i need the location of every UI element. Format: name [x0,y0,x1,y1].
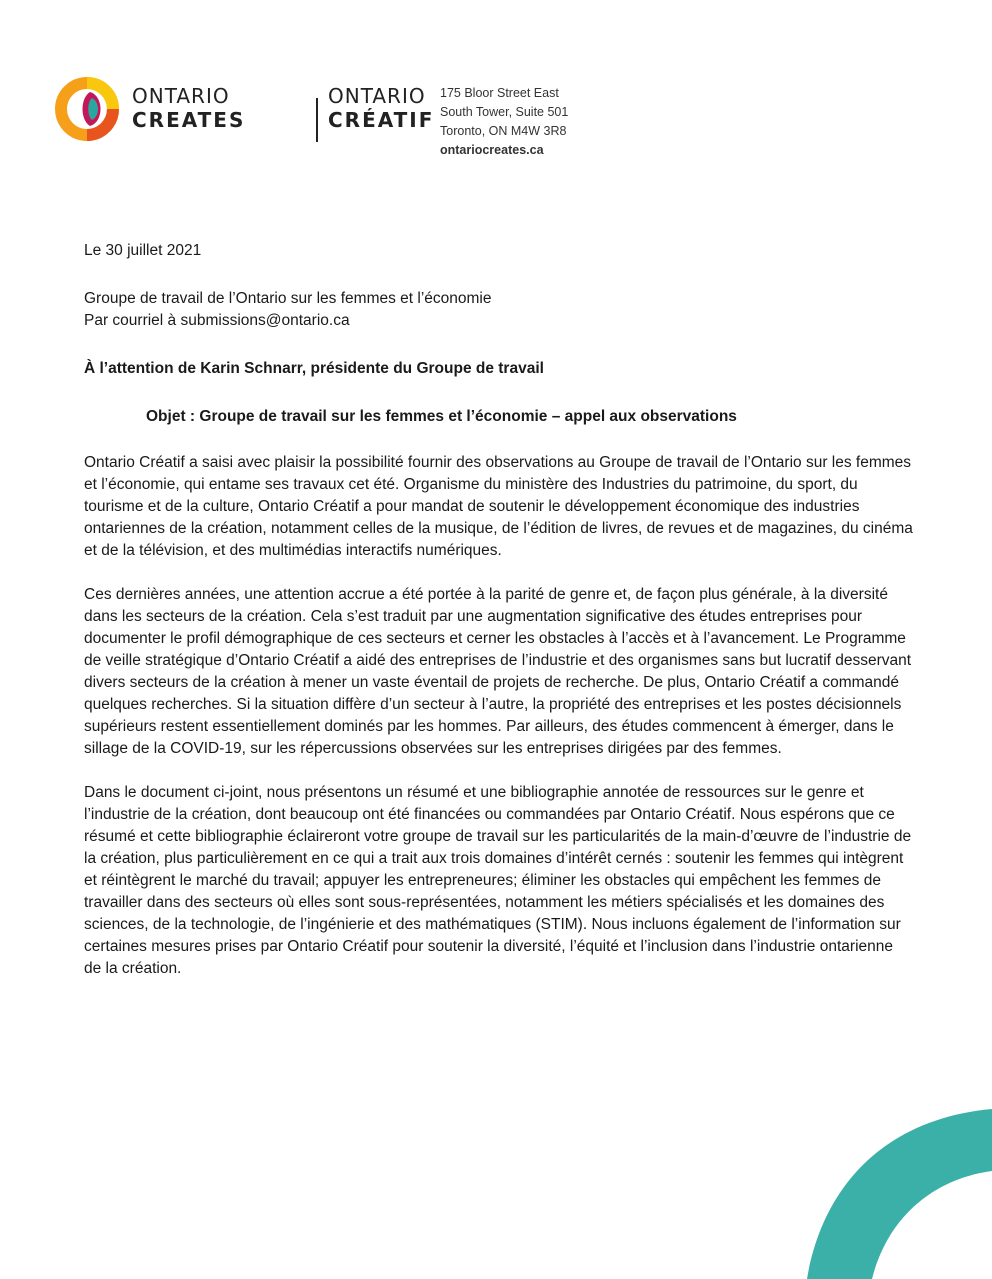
recipient-name: Groupe de travail de l’Ontario sur les femmes et l’économie [84,290,492,307]
paragraph-3: Dans le document ci-joint, nous présentons un résumé et une bibliographie annotée de ressources sur le genre et l’industrie de la création, dont beaucoup ont été financées ou commandées par Ontario Créatif. Nous espérons que ce résumé et cette bibliographie éclaireront votre groupe de travail sur les particularités de la main-d’œuvre de l’industrie de la création, plus particulièrement en ce qui a trait aux trois domaines d’intérêt cernés : soutenir les femmes qui intègrent et réintègrent le marché du travail; appuyer les entrepreneures; éliminer les obstacles qui empêchent les femmes de travailler dans des secteurs où elles sont sous-représentées, notamment les métiers spécialisés et les domaines des sciences, de la technologie, de l’ingénierie et des mathématiques (STIM). Nous incluons également de l’information sur certaines mesures prises par Ontario Créatif pour soutenir la diversité, l’équité et l’inclusion dans l’industrie ontarienne de la création. [84,784,912,977]
recipient-email-line: Par courriel à submissions@ontario.ca [84,312,350,329]
letter-body [84,240,914,1002]
address-line-1: 175 Bloor Street East [440,86,559,100]
wordmark-fr-bottom: CRÉATIF [328,108,435,132]
organization-address [440,84,568,160]
ontario-creates-logo-icon [52,74,122,144]
wordmark-fr-top: ONTARIO [328,84,426,108]
wordmark-en-top: ONTARIO [132,84,230,108]
address-line-2: South Tower, Suite 501 [440,105,569,119]
corner-arc-decoration [752,1109,992,1279]
recipient-block [84,288,914,332]
wordmark-en-bottom: CREATES [132,108,246,132]
letter-date: Le 30 juillet 2021 [84,242,202,259]
website-link[interactable]: ontariocreates.ca [440,143,544,157]
address-line-3: Toronto, ON M4W 3R8 [440,124,567,138]
wordmark-divider [316,98,318,142]
wordmark [132,84,452,132]
paragraph-1: Ontario Créatif a saisi avec plaisir la possibilité fournir des observations au Groupe de travail de l’Ontario sur les femmes et l’économie, qui entame ses travaux cet été. Organisme du ministère des Industries du patrimoine, du sport, du tourisme et de la culture, Ontario Créatif a pour mandat de soutenir le développement économique des industries ontariennes de la création, notamment celles de la musique, de l’édition de livres, de revues et de magazines, du cinéma et de la télévision, et des multimédias interactifs numériques. [84,454,913,559]
paragraph-2: Ces dernières années, une attention accrue a été portée à la parité de genre et, de façon plus générale, à la diversité dans les secteurs de la création. Cela s’est traduit par une augmentation significative des études entreprises pour documenter le profil démographique de ces secteurs et cerner les obstacles à l’accès et à l’avancement. Le Programme de veille stratégique d’Ontario Créatif a aidé des entreprises de l’industrie et des organismes sans but lucratif desservant divers secteurs de la création à mener un vaste éventail de projets de recherche. De plus, Ontario Créatif a commandé quelques recherches. Si la situation diffère d’un secteur à l’autre, la propriété des entreprises et les postes décisionnels supérieurs restent essentiellement dominés par les hommes. Par ailleurs, des études commencent à émerger, dans le sillage de la COVID-19, sur les répercussions observées sur les entreprises dirigées par des femmes. [84,586,912,757]
attention-line: À l’attention de Karin Schnarr, présidente du Groupe de travail [84,360,544,377]
subject-line: Objet : Groupe de travail sur les femmes et l’économie – appel aux observations [146,408,737,425]
